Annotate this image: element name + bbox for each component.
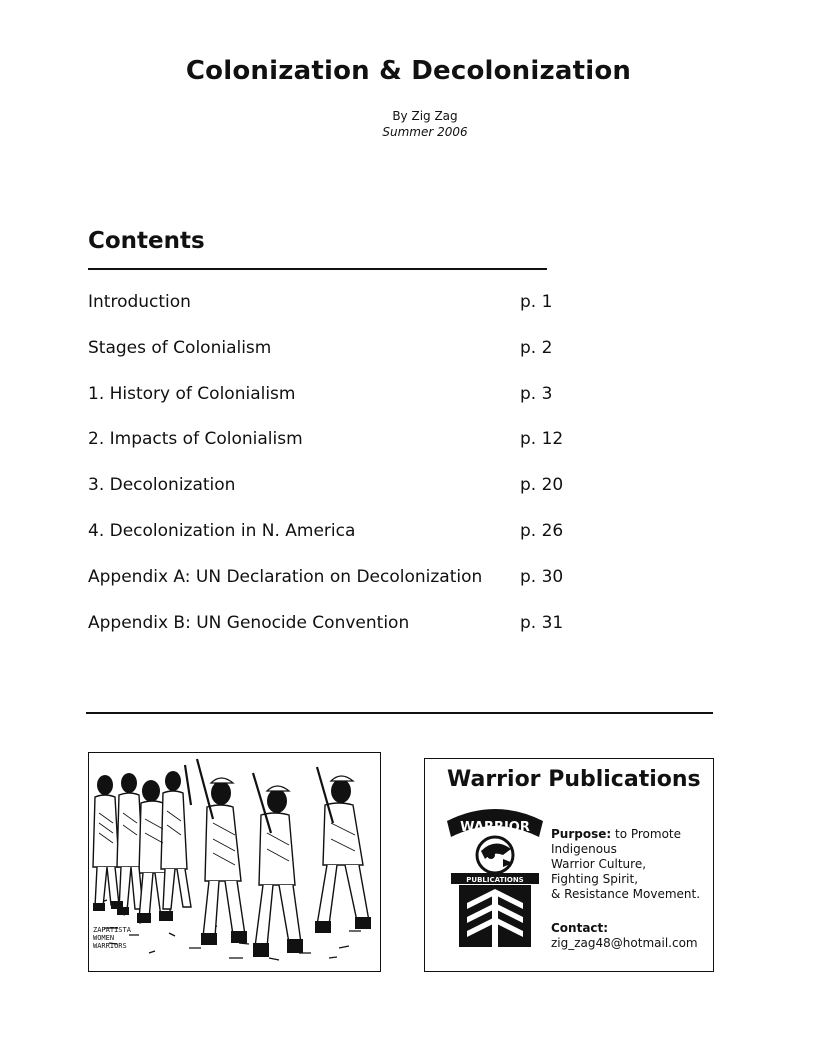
publisher-purpose: Purpose: to Promote Indigenous Warrior Culture, Fighting Spirit, & Resistance Movement.: [551, 827, 701, 901]
toc-label: 4. Decolonization in N. America: [88, 520, 356, 541]
toc-page: p. 3: [520, 383, 553, 404]
byline: [380, 108, 470, 140]
publisher-contact: [551, 921, 698, 951]
toc-item-impacts: [88, 429, 588, 475]
toc-item-na-decolonization: [88, 521, 588, 567]
toc-page: p. 1: [520, 292, 553, 312]
toc-item-history: [88, 384, 588, 430]
logo-band-text: PUBLICATIONS: [466, 876, 524, 884]
warrior-logo-icon: [445, 803, 545, 953]
contact-email: zig_zag48@hotmail.com: [551, 936, 698, 950]
toc-page: p. 30: [520, 566, 564, 587]
toc-label: Appendix A: UN Declaration on Decolonization: [88, 566, 483, 587]
document-title: Colonization & Decolonization: [185, 56, 632, 86]
author: By Zig Zag: [392, 109, 458, 123]
toc-label: 1. History of Colonialism: [88, 383, 296, 404]
toc-item-appendix-b: [88, 613, 588, 659]
toc-label: Stages of Colonialism: [88, 337, 272, 358]
zapatista-illustration: [88, 752, 381, 972]
contents-heading: Contents: [88, 228, 205, 254]
toc-label: Introduction: [88, 292, 191, 312]
toc-item-appendix-a: [88, 567, 588, 613]
publisher-name: Warrior Publications: [447, 767, 701, 792]
toc-label: Appendix B: UN Genocide Convention: [88, 612, 410, 633]
toc-page: p. 20: [520, 475, 564, 496]
contact-label: Contact:: [551, 921, 609, 935]
toc-item-decolonization: [88, 475, 588, 521]
publisher-box: [424, 758, 714, 972]
contents-rule: [88, 268, 547, 270]
purpose-label: Purpose:: [551, 827, 612, 841]
toc-page: p. 31: [520, 612, 564, 633]
publication-date: Summer 2006: [382, 125, 468, 139]
table-of-contents: [88, 292, 588, 658]
toc-item-stages: [88, 338, 588, 384]
toc-label: 3. Decolonization: [88, 475, 236, 496]
logo-top-text: WARRIOR: [460, 820, 530, 835]
toc-item-introduction: [88, 292, 588, 338]
toc-page: p. 2: [520, 337, 553, 358]
marching-figures-drawing: [89, 753, 379, 970]
toc-page: p. 26: [520, 520, 564, 541]
illustration-caption: ZAPATISTA WOMEN WARRIORS: [93, 926, 131, 950]
toc-page: p. 12: [520, 429, 564, 450]
toc-label: 2. Impacts of Colonialism: [88, 429, 303, 450]
section-divider: [86, 712, 713, 714]
